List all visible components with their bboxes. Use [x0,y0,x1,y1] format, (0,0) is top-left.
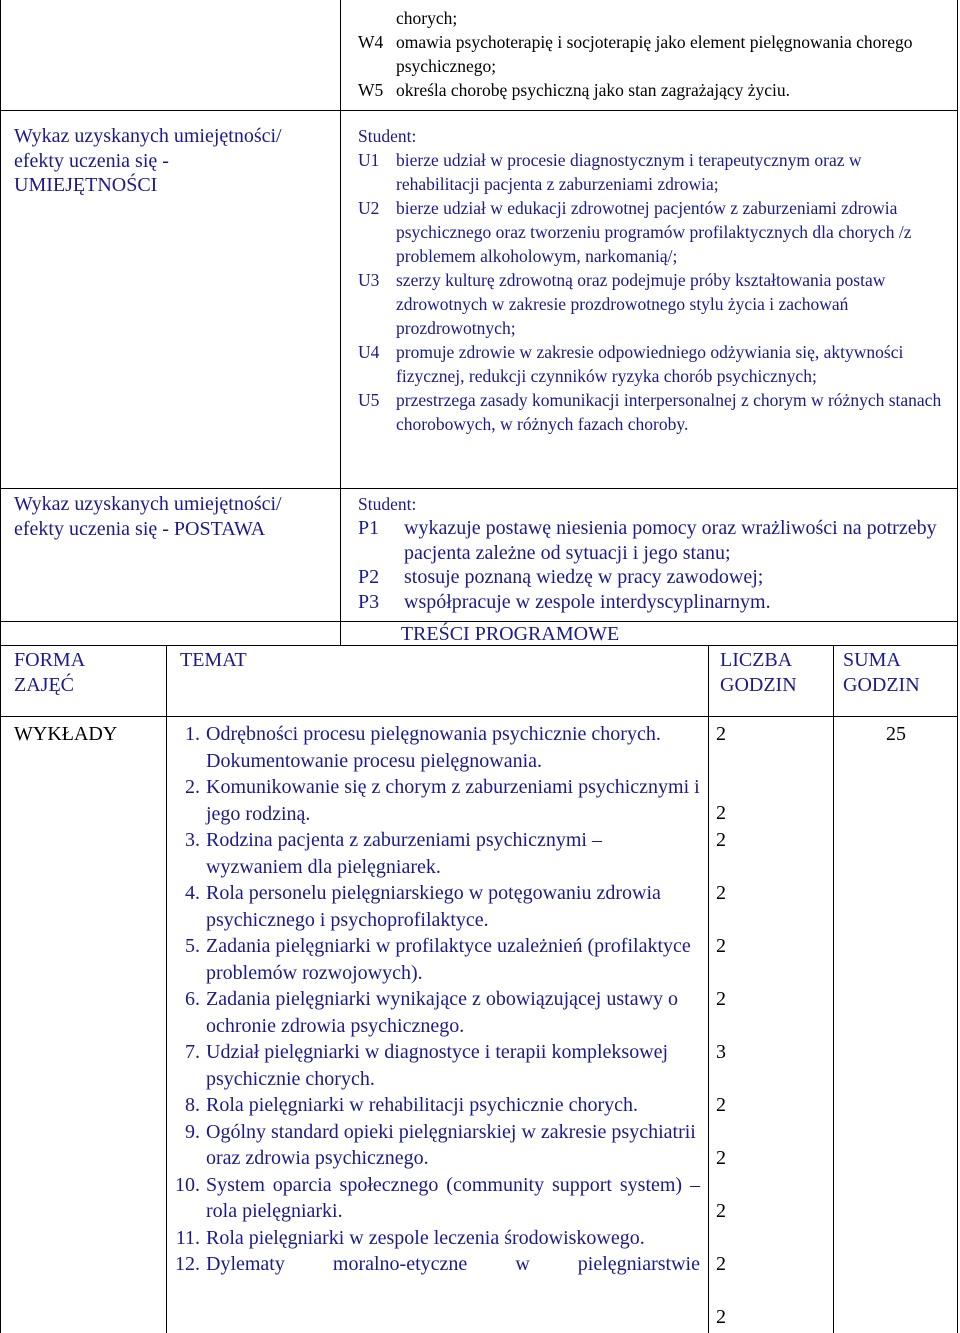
item-code: U3 [358,270,380,290]
column-divider-hours [708,645,709,1333]
list-item [166,1092,700,1119]
student-label: Student: [358,494,417,514]
table-border-left [0,0,1,1333]
topic-number: 10. [175,1173,200,1196]
hours-value: 3 [716,1041,726,1063]
hours-value: 2 [716,988,726,1010]
list-item [166,1225,700,1252]
topic-text: Zadania pielęgniarki wynikające z obowiązującej ustawy o ochronie zdrowia psychicznego. [206,988,679,1037]
hours-value: 2 [716,1253,726,1275]
item-text: przestrzega zasady komunikacji interpersonalnej z chorym w różnych stanach chorobowych, w różnych fazach choroby. [396,390,942,434]
topic-text: Rodzina pacjenta z zaburzeniami psychicznymi – wyzwaniem dla pielęgniarek. [206,829,602,878]
hours-value: 2 [716,1200,726,1222]
item-text: bierze udział w edukacji zdrowotnej pacjentów z zaburzeniami zdrowia psychicznego oraz tworzeniu programów profilaktycznych dla chorych /z problemem alkoholowym, narkomanią/; [396,198,912,266]
list-item [358,565,942,590]
topic-number: 6. [185,988,200,1010]
item-code: W4 [358,32,384,52]
top-continuation [358,6,950,102]
row-divider-content [0,716,958,717]
list-item [358,590,942,615]
continuation-line [358,78,950,102]
topic-number: 5. [185,935,200,957]
list-item [166,774,700,827]
topic-number: 2. [185,776,200,798]
item-text: współpracuje w zespole interdyscyplinarnym. [404,590,771,613]
header-topic: TEMAT [180,649,247,671]
list-item [166,1251,700,1278]
hours-value: 2 [716,1306,726,1328]
list-item [166,1119,700,1172]
topic-number: 4. [185,882,200,904]
topic-text: Rola pielęgniarki w zespole leczenia środowiskowego. [206,1226,645,1249]
topic-text: Rola personelu pielęgniarskiego w potęgowaniu zdrowia psychicznego i psychoprofilaktyce. [206,882,661,931]
list-item [358,516,942,565]
list-item [166,1039,700,1092]
item-code: W5 [358,80,384,100]
attitude-label: Wykaz uzyskanych umiejętności/ efekty uczenia się - POSTAWA [14,493,282,540]
list-item [166,827,700,880]
item-code: P1 [358,517,380,539]
item-text: bierze udział w procesie diagnostycznym i terapeutycznym oraz w rehabilitacji pacjenta z zaburzeniami zdrowia; [396,150,862,194]
topic-number: 1. [185,723,200,745]
header-hours: LICZBA GODZIN [720,649,797,696]
item-text: określa chorobę psychiczną jako stan zagrażający życiu. [396,80,791,100]
skills-list [358,124,942,436]
program-title: TREŚCI PROGRAMOWE [400,623,620,645]
continuation-line [358,6,950,30]
list-item [358,148,942,196]
hours-value: 2 [716,802,726,824]
list-item [358,340,942,388]
attitude-list [358,492,942,614]
topic-text: Dylematy moralno-etyczne w pielęgniarstwie [206,1253,700,1275]
list-item [166,986,700,1039]
list-item [358,196,942,268]
list-item [166,721,700,774]
list-item [166,933,700,986]
item-code: P3 [358,590,380,613]
topic-number: 7. [185,1041,200,1063]
list-item [358,388,942,436]
continuation-line [358,30,950,78]
topic-number: 9. [185,1120,200,1143]
item-text: omawia psychoterapię i socjoterapię jako element pielęgnowania chorego psychicznego; [396,32,913,76]
header-form: FORMA ZAJĘĆ [14,649,85,696]
header-sum: SUMA GODZIN [843,649,920,696]
topic-text: Zadania pielęgniarki w profilaktyce uzależnień (profilaktyce problemów rozwojowych). [206,935,691,984]
item-code [358,6,396,30]
topics-list [166,721,700,1278]
topic-number: 8. [185,1094,200,1116]
item-text: chorych; [396,8,458,28]
topic-number: 12. [175,1253,200,1275]
column-divider-label [340,0,341,645]
skills-label: Wykaz uzyskanych umiejętności/ efekty uczenia się - UMIEJĘTNOŚCI [14,125,282,196]
table-border-right [957,0,958,1333]
hours-value: 2 [716,882,726,904]
item-text: stosuje poznaną wiedzę w pracy zawodowej; [404,566,764,588]
topic-text: Odrębności procesu pielęgnowania psychicznie chorych. Dokumentowanie procesu pielęgnowania. [206,723,661,772]
topic-text: Komunikowanie się z chorym z zaburzeniami psychicznymi i jego rodziną. [206,776,700,825]
item-code: P2 [358,566,380,588]
column-divider-sum [833,645,834,1333]
form-cell: WYKŁADY [14,723,118,745]
hours-list [716,721,756,1330]
hours-value: 2 [716,723,726,745]
hours-value: 2 [716,935,726,957]
item-text: promuje zdrowie w zakresie odpowiedniego odżywiania się, aktywności fizycznej, redukcji czynników ryzyka chorób psychicznych; [396,342,904,386]
hours-value: 2 [716,829,726,851]
topic-text: Udział pielęgniarki w diagnostyce i terapii kompleksowej psychicznie chorych. [206,1041,669,1090]
sum-cell: 25 [886,723,906,745]
list-item [358,268,942,340]
item-code: U5 [358,390,380,410]
student-label: Student: [358,126,417,146]
hours-value: 2 [716,1147,726,1169]
item-code: U2 [358,198,380,218]
item-code: U4 [358,342,380,362]
list-item [166,1172,700,1225]
item-text: wykazuje postawę niesienia pomocy oraz wrażliwości na potrzeby pacjenta zależne od sytuacji i jego stanu; [404,517,937,564]
topic-text: Ogólny standard opieki pielęgniarskiej w zakresie psychiatrii oraz zdrowia psychicznego. [206,1120,696,1169]
row-divider-attitude [0,488,958,489]
item-code: U1 [358,150,380,170]
topic-text: System oparcia społecznego (community support system) – rola pielęgniarki. [206,1173,700,1222]
hours-value: 2 [716,1094,726,1116]
topic-number: 11. [175,1226,200,1249]
list-item [166,880,700,933]
item-text: szerzy kulturę zdrowotną oraz podejmuje próby kształtowania postaw zdrowotnych w zakresie prozdrowotnego stylu życia i zachowań prozdrowotnych; [396,270,886,338]
row-divider-skills [0,110,958,111]
topic-text: Rola pielęgniarki w rehabilitacji psychicznie chorych. [206,1094,639,1116]
topic-number: 3. [185,829,200,851]
